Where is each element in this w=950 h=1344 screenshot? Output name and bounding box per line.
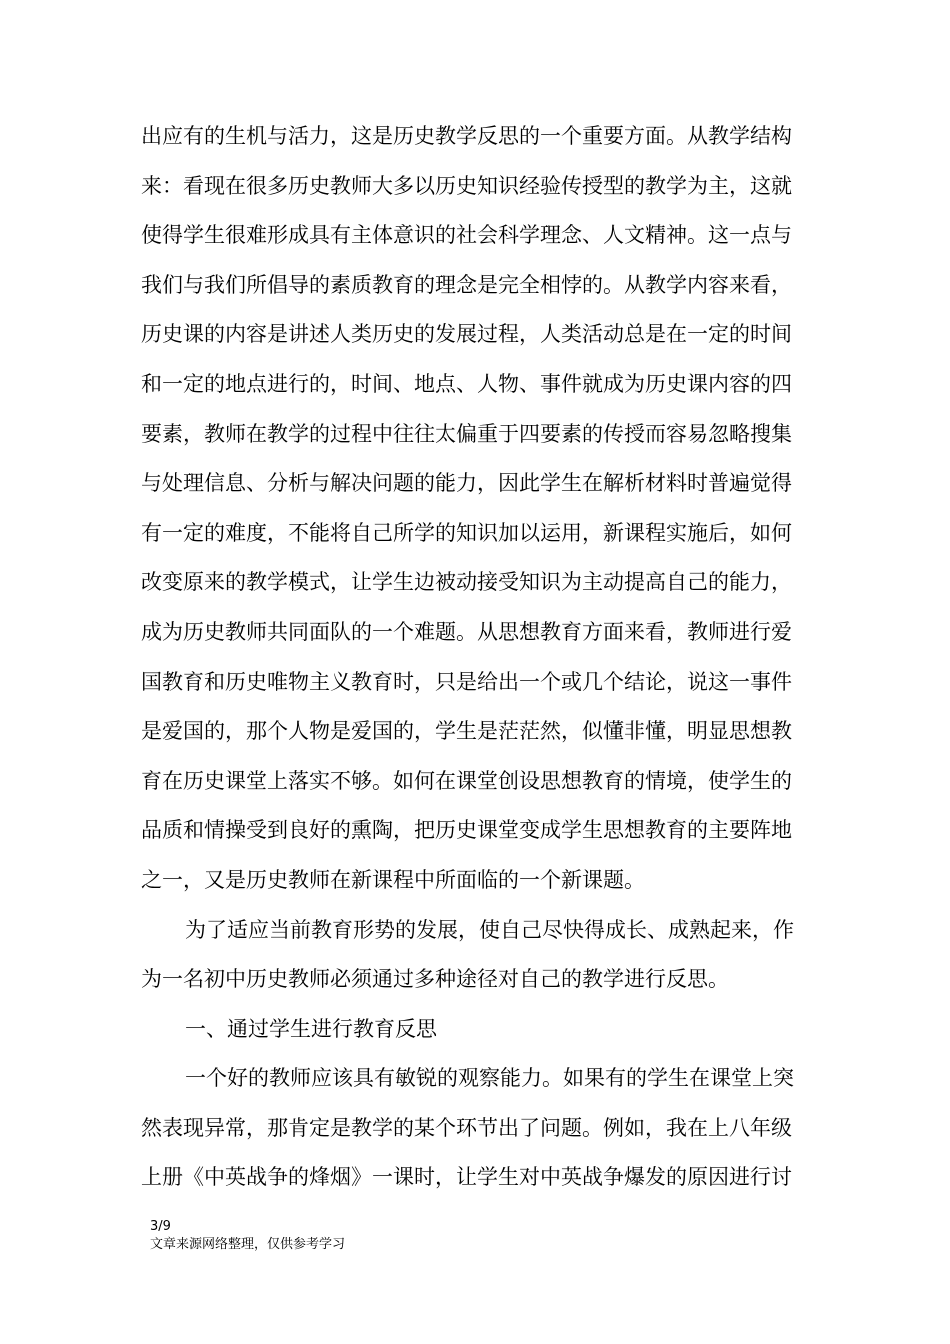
source-note: 文章来源网络整理，仅供参考学习 (150, 1237, 346, 1252)
text-line: 和一定的地点进行的，时间、地点、人物、事件就成为历史课内容的四 (141, 371, 792, 396)
text-line: 要素，教师在教学的过程中往往太偏重于四要素的传授而容易忽略搜集 (141, 421, 792, 446)
text-line: 来：看现在很多历史教师大多以历史知识经验传授型的教学为主，这就 (141, 173, 792, 198)
text-line: 一、通过学生进行教育反思 (185, 1016, 437, 1041)
page-number: 3/9 (150, 1219, 171, 1234)
text-line: 有一定的难度，不能将自己所学的知识加以运用，新课程实施后，如何 (141, 520, 792, 545)
text-line: 历史课的内容是讲述人类历史的发展过程，人类活动总是在一定的时间 (141, 322, 792, 347)
text-line: 上册《中英战争的烽烟》一课时，让学生对中英战争爆发的原因进行讨 (141, 1165, 792, 1190)
text-line: 之一，又是历史教师在新课程中所面临的一个新课题。 (141, 867, 645, 892)
text-line: 品质和情操受到良好的熏陶，把历史课堂变成学生思想教育的主要阵地 (141, 818, 792, 843)
text-line: 改变原来的教学模式，让学生边被动接受知识为主动提高自己的能力， (141, 570, 792, 595)
text-line: 成为历史教师共同面队的一个难题。从思想教育方面来看，教师进行爱 (141, 619, 792, 644)
text-line: 国教育和历史唯物主义教育时，只是给出一个或几个结论，说这一事件 (141, 669, 792, 694)
text-line: 是爱国的，那个人物是爱国的，学生是茫茫然，似懂非懂，明显思想教 (141, 719, 792, 744)
text-line: 我们与我们所倡导的素质教育的理念是完全相悖的。从教学内容来看， (141, 272, 792, 297)
text-line: 使得学生很难形成具有主体意识的社会科学理念、人文精神。这一点与 (141, 223, 792, 248)
document-body (141, 112, 821, 1203)
text-line: 出应有的生机与活力，这是历史教学反思的一个重要方面。从教学结构 (141, 124, 792, 148)
text-line: 与处理信息、分析与解决问题的能力，因此学生在解析材料时普遍觉得 (141, 471, 792, 496)
text-line: 育在历史课堂上落实不够。如何在课堂创设思想教育的情境，使学生的 (141, 768, 792, 793)
paragraph-text (141, 112, 821, 1203)
text-line: 一个好的教师应该具有敏锐的观察能力。如果有的学生在课堂上突 (185, 1066, 794, 1091)
text-line: 然表现异常，那肯定是教学的某个环节出了问题。例如，我在上八年级 (141, 1115, 792, 1140)
text-line: 为了适应当前教育形势的发展，使自己尽快得成长、成熟起来，作 (185, 917, 794, 942)
page-footer (150, 1218, 345, 1254)
text-line: 为一名初中历史教师必须通过多种途径对自己的教学进行反思。 (141, 967, 729, 992)
